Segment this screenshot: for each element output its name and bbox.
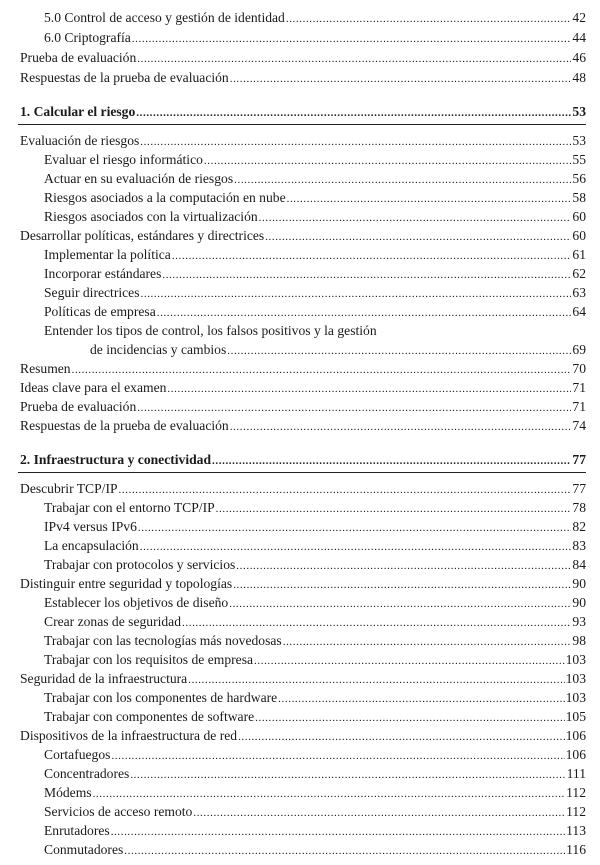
toc-entry: Implementar la política ..... 61 bbox=[0, 247, 600, 264]
toc-entry-respuestas bbox=[0, 70, 600, 87]
toc-entry-prueba bbox=[0, 50, 600, 67]
toc-entry: La encapsulación ..... 83 bbox=[0, 538, 600, 555]
toc-entry-title: 6.0 Criptografía bbox=[44, 30, 131, 45]
toc-entry: Crear zonas de seguridad ..... 93 bbox=[0, 614, 600, 631]
toc-entry-title: 5.0 Control de acceso y gestión de identidad bbox=[44, 10, 285, 25]
toc-entry-title: Respuestas de la prueba de evaluación bbox=[20, 70, 229, 85]
toc-entry: IPv4 versus IPv6 ..... 82 bbox=[0, 519, 600, 536]
toc-entry: Seguridad de la infraestructura ..... 103 bbox=[0, 671, 600, 688]
toc-entry: Servicios de acceso remoto ..... 112 bbox=[0, 804, 600, 821]
toc-entry-5-0 bbox=[0, 10, 600, 27]
toc-entry: Enrutadores ..... 113 bbox=[0, 823, 600, 840]
toc-entry: Conmutadores ..... 116 bbox=[0, 842, 600, 859]
toc-entry: Trabajar con los componentes de hardware ..... 103 bbox=[0, 690, 600, 707]
toc-chapter-1 bbox=[0, 104, 600, 121]
toc-entry: Evaluar el riesgo informático ..... 55 bbox=[0, 152, 600, 169]
toc-entry: Dispositivos de la infraestructura de red ..... 106 bbox=[0, 728, 600, 745]
toc-entry: Incorporar estándares ..... 62 bbox=[0, 266, 600, 283]
toc-entry: Trabajar con las tecnologías más novedosas ..... 98 bbox=[0, 633, 600, 650]
toc-chapter-2 bbox=[0, 452, 600, 469]
chapter-title: 2. Infraestructura y conectividad bbox=[20, 452, 212, 467]
toc-entry: Trabajar con los requisitos de empresa ..... 103 bbox=[0, 652, 600, 669]
toc-entry: Descubrir TCP/IP ..... 77 bbox=[0, 481, 600, 498]
toc-entry: Resumen ..... 70 bbox=[0, 361, 600, 378]
toc-entry: Concentradores ..... 111 bbox=[0, 766, 600, 783]
toc-entry-page: 44 bbox=[572, 30, 586, 45]
toc-entry: Módems ..... 112 bbox=[0, 785, 600, 802]
chapter-title: 1. Calcular el riesgo bbox=[20, 104, 136, 119]
toc-entry-6-0 bbox=[0, 30, 600, 47]
toc-entry: Distinguir entre seguridad y topologías ..... 90 bbox=[0, 576, 600, 593]
toc-entry-title: Prueba de evaluación bbox=[20, 50, 137, 65]
toc-entry-page: 46 bbox=[572, 50, 586, 65]
toc-entry: Riesgos asociados a la computación en nube ..... 58 bbox=[0, 190, 600, 207]
toc-entry: Establecer los objetivos de diseño ..... 90 bbox=[0, 595, 600, 612]
toc-entry-page: 48 bbox=[572, 70, 586, 85]
chapter-divider bbox=[18, 124, 586, 125]
toc-entry: Riesgos asociados con la virtualización ..... 60 bbox=[0, 209, 600, 226]
toc-entry: Trabajar con el entorno TCP/IP ..... 78 bbox=[0, 500, 600, 517]
toc-entry: Prueba de evaluación ..... 71 bbox=[0, 399, 600, 416]
toc-entry: Trabajar con protocolos y servicios ..... 84 bbox=[0, 557, 600, 574]
toc-entry-page: 42 bbox=[572, 10, 586, 25]
toc-entry: Políticas de empresa ..... 64 bbox=[0, 304, 600, 321]
toc-entry: Seguir directrices ..... 63 bbox=[0, 285, 600, 302]
chapter-page: 53 bbox=[572, 104, 586, 119]
chapter-page: 77 bbox=[572, 452, 586, 467]
toc-entry: Actuar en su evaluación de riesgos ..... 56 bbox=[0, 171, 600, 188]
toc-entry: Trabajar con componentes de software ..... 105 bbox=[0, 709, 600, 726]
chapter-divider bbox=[18, 472, 586, 473]
toc-entry: Desarrollar políticas, estándares y directrices ..... 60 bbox=[0, 228, 600, 245]
toc-entry-first-line: Entender los tipos de control, los falsos positivos y la gestión bbox=[44, 323, 377, 338]
toc-entry: Respuestas de la prueba de evaluación ..... 74 bbox=[0, 418, 600, 435]
toc-entry-continuation: de incidencias y cambios ..... 69 bbox=[0, 342, 600, 359]
toc-entry: Evaluación de riesgos ..... 53 bbox=[0, 133, 600, 150]
toc-entry: Cortafuegos ..... 106 bbox=[0, 747, 600, 764]
toc-entry: Ideas clave para el examen ..... 71 bbox=[0, 380, 600, 397]
